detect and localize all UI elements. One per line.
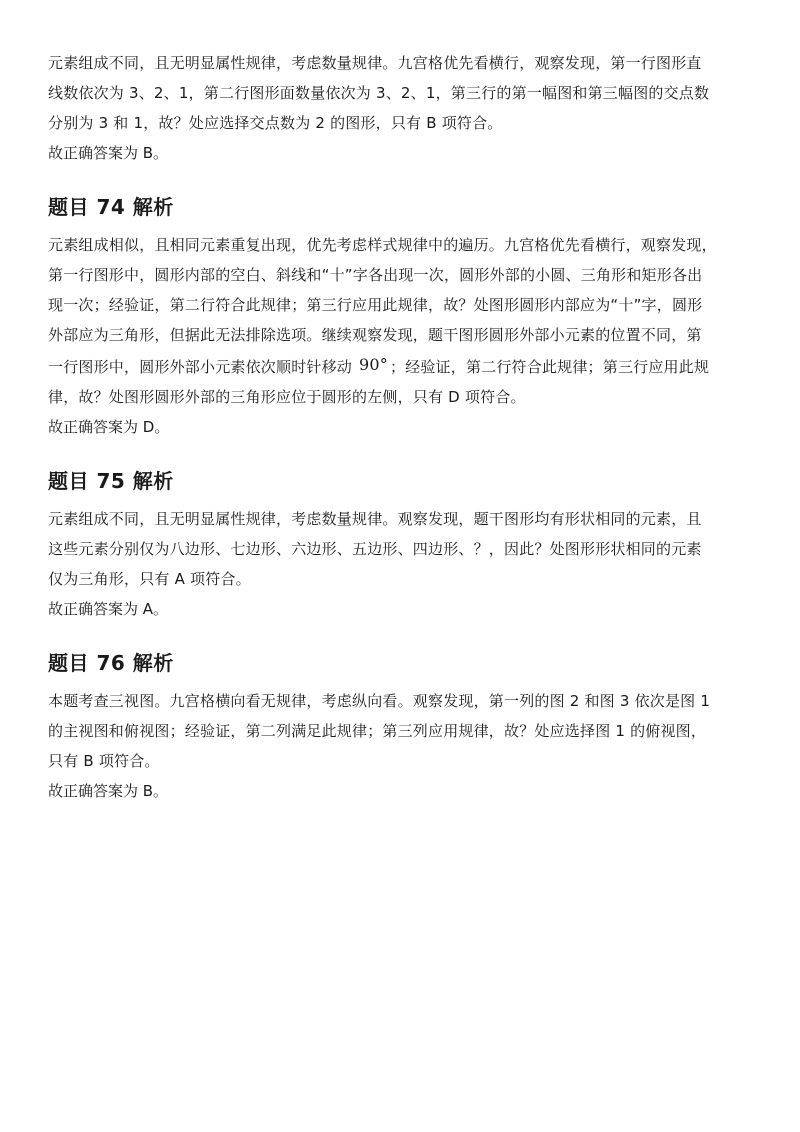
text-line: 仅为三角形，只有 A 项符合。 [48,570,251,588]
text-line: 外部应为三角形，但据此无法排除选项。继续观察发现，题干图形圆形外部小元素的位置不同，第 [48,326,702,344]
text-line: 第一行图形中，圆形内部的空白、斜线和“十”字各出现一次，圆形外部的小圆、三角形和矩形各出 [48,266,703,284]
text-segment: 一行图形中，圆形外部小元素依次顺时针移动 [48,358,357,376]
explanation-paragraph [48,504,760,594]
text-segment: ；经验证，第二行符合此规律；第三行应用此规 [389,358,710,376]
text-line: 律，故？处图形圆形外部的三角形应位于圆形的左侧，只有 D 项符合。 [48,388,526,406]
section-74 [48,192,760,442]
section-75 [48,466,760,624]
text-line: 线数依次为 3、2、1，第二行图形面数量依次为 3、2、1，第三行的第一幅图和第三幅图的交点数 [48,84,710,102]
answer-line: 故正确答案为 D。 [48,418,170,436]
text-line: 这些元素分别仅为八边形、七边形、六边形、五边形、四边形、？，因此？处图形形状相同的元素 [48,540,702,558]
text-line: 现一次；经验证，第二行符合此规律；第三行应用此规律，故？处图形圆形内部应为“十”字，圆形 [48,296,703,314]
explanation-paragraph [48,230,760,412]
answer-line: 故正确答案为 B。 [48,782,169,800]
text-line: 只有 B 项符合。 [48,752,160,770]
section-heading: 题目 74 解析 [48,195,174,219]
section-heading: 题目 75 解析 [48,469,174,493]
answer-line: 故正确答案为 B。 [48,144,169,162]
math-expression: 90° [358,355,388,374]
section-76 [48,648,760,806]
text-line: 元素组成不同，且无明显属性规律，考虑数量规律。九宫格优先看横行，观察发现，第一行图形直 [48,54,702,72]
explanation-paragraph [48,48,760,138]
text-line-with-math [48,350,760,382]
section-73-continuation [48,48,760,168]
explanation-paragraph [48,686,760,776]
answer-line: 故正确答案为 A。 [48,600,169,618]
text-line: 元素组成相似，且相同元素重复出现，优先考虑样式规律中的遍历。九宫格优先看横行，观察发现， [48,236,717,254]
text-line: 元素组成不同，且无明显属性规律，考虑数量规律。观察发现，题干图形均有形状相同的元素，且 [48,510,702,528]
section-heading: 题目 76 解析 [48,651,174,675]
text-line: 的主视图和俯视图；经验证，第二列满足此规律；第三列应用规律，故？处应选择图 1 的俯视图， [48,722,707,740]
text-line: 本题考查三视图。九宫格横向看无规律，考虑纵向看。观察发现，第一列的图 2 和图 3 依次是图 1 [48,692,711,710]
text-line: 分别为 3 和 1，故？处应选择交点数为 2 的图形，只有 B 项符合。 [48,114,503,132]
